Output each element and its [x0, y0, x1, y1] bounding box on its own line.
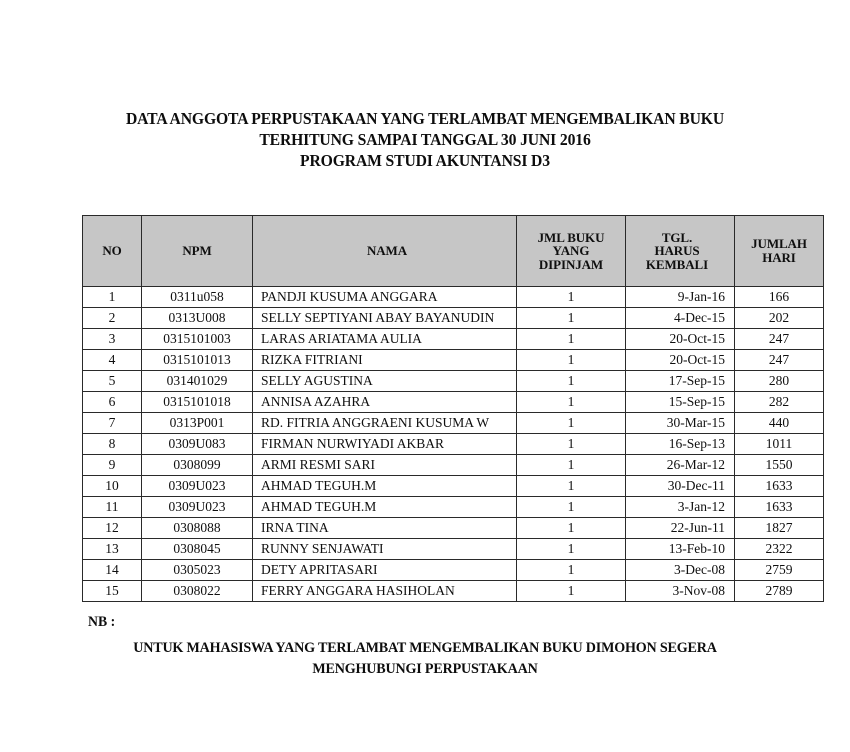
cell-no: 9 — [83, 455, 142, 476]
cell-tanggal-kembali: 3-Nov-08 — [626, 581, 735, 602]
table-row — [83, 392, 824, 413]
column-header-nama: NAMA — [253, 216, 517, 287]
cell-tanggal-kembali: 4-Dec-15 — [626, 308, 735, 329]
cell-no: 3 — [83, 329, 142, 350]
table-row — [83, 518, 824, 539]
cell-jumlah-hari: 1827 — [735, 518, 824, 539]
cell-nama: FIRMAN NURWIYADI AKBAR — [253, 434, 517, 455]
column-header-jml-line-2: YANG — [552, 243, 590, 259]
cell-nama: LARAS ARIATAMA AULIA — [253, 329, 517, 350]
cell-npm: 0308045 — [142, 539, 253, 560]
cell-no: 15 — [83, 581, 142, 602]
cell-no: 6 — [83, 392, 142, 413]
cell-tanggal-kembali: 15-Sep-15 — [626, 392, 735, 413]
cell-nama: ANNISA AZAHRA — [253, 392, 517, 413]
title-line-1: DATA ANGGOTA PERPUSTAKAAN YANG TERLAMBAT MENGEMBALIKAN BUKU — [125, 109, 725, 128]
cell-nama: RD. FITRIA ANGGRAENI KUSUMA W — [253, 413, 517, 434]
cell-tanggal-kembali: 20-Oct-15 — [626, 350, 735, 371]
cell-jumlah-hari: 1633 — [735, 497, 824, 518]
cell-jumlah-buku: 1 — [517, 434, 626, 455]
cell-jumlah-buku: 1 — [517, 413, 626, 434]
cell-tanggal-kembali: 30-Dec-11 — [626, 476, 735, 497]
column-header-npm: NPM — [142, 216, 253, 287]
cell-nama: AHMAD TEGUH.M — [253, 476, 517, 497]
cell-no: 5 — [83, 371, 142, 392]
cell-tanggal-kembali: 9-Jan-16 — [626, 287, 735, 308]
cell-npm: 0315101018 — [142, 392, 253, 413]
cell-jumlah-hari: 1011 — [735, 434, 824, 455]
cell-jumlah-hari: 202 — [735, 308, 824, 329]
cell-tanggal-kembali: 3-Jan-12 — [626, 497, 735, 518]
cell-jumlah-hari: 1633 — [735, 476, 824, 497]
column-header-jumlah-hari — [735, 216, 824, 287]
table-header-row — [83, 216, 824, 287]
cell-npm: 0313U008 — [142, 308, 253, 329]
column-header-jml-line-3: DIPINJAM — [538, 256, 604, 272]
table-row — [83, 581, 824, 602]
table-row — [83, 497, 824, 518]
column-header-hari-line-2: HARI — [762, 250, 796, 265]
table-body — [83, 287, 824, 602]
cell-jumlah-buku: 1 — [517, 371, 626, 392]
cell-jumlah-hari: 2759 — [735, 560, 824, 581]
cell-jumlah-buku: 1 — [517, 287, 626, 308]
column-header-no: NO — [83, 216, 142, 287]
cell-jumlah-hari: 282 — [735, 392, 824, 413]
column-header-jumlah-buku-dipinjam — [517, 216, 626, 287]
cell-no: 1 — [83, 287, 142, 308]
title-line-3: PROGRAM STUDI AKUNTANSI D3 — [300, 151, 550, 170]
cell-jumlah-hari: 166 — [735, 287, 824, 308]
cell-no: 8 — [83, 434, 142, 455]
note-body — [0, 638, 850, 680]
cell-npm: 0313P001 — [142, 413, 253, 434]
column-header-tgl-line-3: KEMBALI — [645, 256, 709, 272]
cell-no: 14 — [83, 560, 142, 581]
table-row — [83, 287, 824, 308]
table-row — [83, 350, 824, 371]
cell-jumlah-hari: 440 — [735, 413, 824, 434]
cell-no: 2 — [83, 308, 142, 329]
cell-jumlah-buku: 1 — [517, 329, 626, 350]
cell-npm: 0308022 — [142, 581, 253, 602]
cell-jumlah-buku: 1 — [517, 308, 626, 329]
overdue-members-table — [82, 215, 824, 602]
cell-nama: AHMAD TEGUH.M — [253, 497, 517, 518]
cell-jumlah-buku: 1 — [517, 518, 626, 539]
cell-jumlah-hari: 280 — [735, 371, 824, 392]
cell-tanggal-kembali: 16-Sep-13 — [626, 434, 735, 455]
table-row — [83, 455, 824, 476]
cell-npm: 0315101003 — [142, 329, 253, 350]
cell-nama: IRNA TINA — [253, 518, 517, 539]
cell-jumlah-buku: 1 — [517, 539, 626, 560]
cell-tanggal-kembali: 13-Feb-10 — [626, 539, 735, 560]
cell-npm: 031401029 — [142, 371, 253, 392]
cell-nama: SELLY AGUSTINA — [253, 371, 517, 392]
cell-jumlah-hari: 247 — [735, 350, 824, 371]
cell-npm: 0305023 — [142, 560, 253, 581]
cell-tanggal-kembali: 3-Dec-08 — [626, 560, 735, 581]
note-label: NB : — [88, 614, 116, 630]
cell-nama: RIZKA FITRIANI — [253, 350, 517, 371]
overdue-members-table-container — [82, 215, 807, 602]
column-header-hari-line-1: JUMLAH — [751, 236, 807, 252]
cell-npm: 0308099 — [142, 455, 253, 476]
column-header-tgl-line-2: HARUS — [654, 243, 700, 259]
cell-nama: DETY APRITASARI — [253, 560, 517, 581]
cell-npm: 0309U023 — [142, 476, 253, 497]
table-row — [83, 434, 824, 455]
cell-jumlah-buku: 1 — [517, 455, 626, 476]
column-header-jml-line-1: JML BUKU — [537, 229, 605, 245]
cell-tanggal-kembali: 22-Jun-11 — [626, 518, 735, 539]
table-row — [83, 308, 824, 329]
cell-jumlah-hari: 1550 — [735, 455, 824, 476]
cell-npm: 0311u058 — [142, 287, 253, 308]
cell-tanggal-kembali: 17-Sep-15 — [626, 371, 735, 392]
cell-jumlah-buku: 1 — [517, 497, 626, 518]
table-header — [83, 216, 824, 287]
cell-nama: SELLY SEPTIYANI ABAY BAYANUDIN — [253, 308, 517, 329]
cell-jumlah-hari: 2322 — [735, 539, 824, 560]
cell-nama: FERRY ANGGARA HASIHOLAN — [253, 581, 517, 602]
table-row — [83, 476, 824, 497]
cell-no: 11 — [83, 497, 142, 518]
table-row — [83, 413, 824, 434]
cell-no: 4 — [83, 350, 142, 371]
cell-npm: 0315101013 — [142, 350, 253, 371]
cell-no: 7 — [83, 413, 142, 434]
cell-no: 10 — [83, 476, 142, 497]
cell-no: 12 — [83, 518, 142, 539]
cell-jumlah-buku: 1 — [517, 560, 626, 581]
cell-jumlah-buku: 1 — [517, 581, 626, 602]
cell-tanggal-kembali: 30-Mar-15 — [626, 413, 735, 434]
table-row — [83, 329, 824, 350]
cell-nama: ARMI RESMI SARI — [253, 455, 517, 476]
cell-jumlah-hari: 247 — [735, 329, 824, 350]
cell-jumlah-buku: 1 — [517, 476, 626, 497]
column-header-tanggal-harus-kembali — [626, 216, 735, 287]
table-row — [83, 539, 824, 560]
cell-jumlah-buku: 1 — [517, 392, 626, 413]
cell-nama: PANDJI KUSUMA ANGGARA — [253, 287, 517, 308]
cell-npm: 0309U083 — [142, 434, 253, 455]
cell-tanggal-kembali: 20-Oct-15 — [626, 329, 735, 350]
document-title — [0, 108, 850, 171]
cell-npm: 0308088 — [142, 518, 253, 539]
note-line-2: MENGHUBUNGI PERPUSTAKAAN — [312, 661, 538, 677]
cell-jumlah-hari: 2789 — [735, 581, 824, 602]
cell-jumlah-buku: 1 — [517, 350, 626, 371]
title-line-2: TERHITUNG SAMPAI TANGGAL 30 JUNI 2016 — [259, 130, 591, 149]
column-header-tgl-line-1: TGL. — [661, 229, 693, 245]
cell-npm: 0309U023 — [142, 497, 253, 518]
cell-tanggal-kembali: 26-Mar-12 — [626, 455, 735, 476]
cell-no: 13 — [83, 539, 142, 560]
cell-nama: RUNNY SENJAWATI — [253, 539, 517, 560]
table-row — [83, 371, 824, 392]
table-row — [83, 560, 824, 581]
note-line-1: UNTUK MAHASISWA YANG TERLAMBAT MENGEMBALIKAN BUKU DIMOHON SEGERA — [133, 640, 717, 656]
